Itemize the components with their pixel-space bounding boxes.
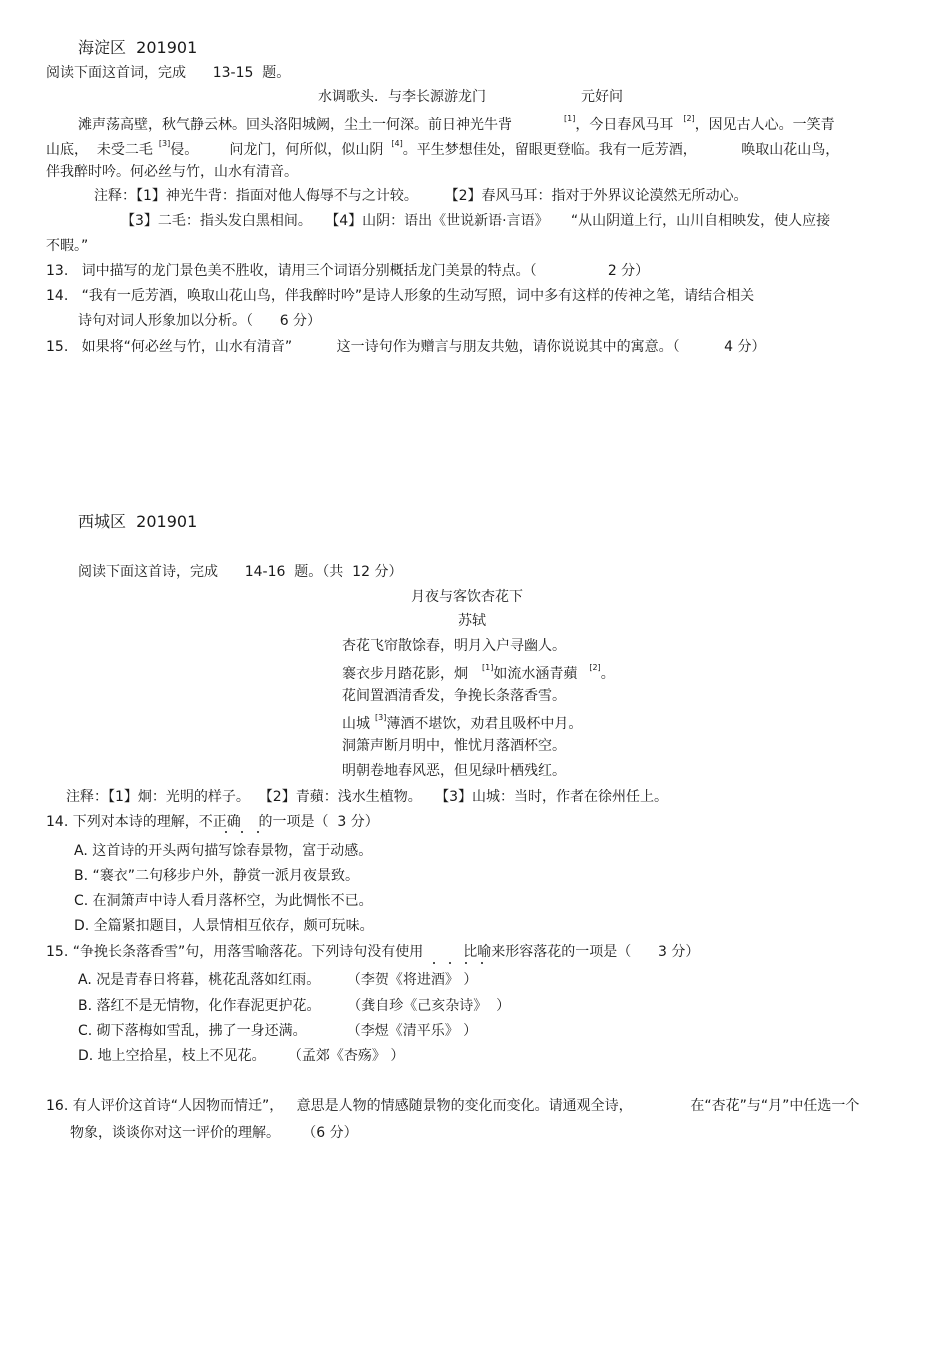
footnote: 【3】二毛：指头发白黑相间。 【4】山阴：语出《世说新语·言语》 “从山阴道上行，山川自相映发，使人应接	[121, 213, 831, 229]
emphasis-dot	[225, 831, 227, 833]
emphasis-dot	[241, 831, 243, 833]
option-c: C. 砌下落梅如雪乱，拂了一身还满。 （李煜《清平乐》 ）	[78, 1023, 478, 1039]
footnote-ref: [1]	[564, 114, 576, 123]
poem-title: 水调歌头．与李长源游龙门	[318, 89, 486, 105]
question-16-cont: 物象，谈谈你对这一评价的理解。 （6 分）	[70, 1125, 358, 1141]
footnote-ref: [3]	[158, 139, 171, 148]
option-a: A. 这首诗的开头两句描写馀春景物，富于动感。	[74, 843, 373, 859]
footnote: 注释：【1】炯：光明的样子。 【2】青蘋：浅水生植物。 【3】山城：当时，作者在徐州任上。	[66, 789, 668, 805]
footnote-ref: [4]	[391, 139, 403, 148]
footnote-ref: [2]	[589, 663, 601, 672]
option-a: A. 况是青春日将暮，桃花乱落如红雨。 （李贺《将进酒》 ）	[78, 972, 478, 988]
question-14: 14. “我有一卮芳酒，唤取山花山鸟，伴我醉时吟”是诗人形象的生动写照，词中多有这样的传神之笔，请结合相关	[46, 288, 755, 304]
poem-line: 明朝卷地春风恶，但见绿叶栖残红。	[342, 763, 566, 779]
question-15: 15. “争挽长条落香雪”句，用落雪喻落花。下列诗句没有使用 比喻来形容落花的一项是（ 3 分）	[46, 944, 700, 960]
emphasis-dot	[465, 962, 467, 964]
poem-line: 滩声荡高壁，秋气静云林。回头洛阳城阙，尘土一何深。前日神光牛背 [1]，今日春风马耳 [2]，因见古人心。一笑青	[78, 114, 835, 133]
poem-line: 杏花飞帘散馀春，明月入户寻幽人。	[342, 638, 566, 654]
option-c: C. 在洞箫声中诗人看月落杯空，为此惆怅不已。	[74, 893, 373, 909]
footnote-ref: [3]	[375, 713, 387, 722]
question-14-cont: 诗句对词人形象加以分析。（ 6 分）	[78, 313, 322, 329]
option-b: B. “褰衣”二句移步户外，静赏一派月夜景致。	[74, 868, 360, 884]
poem-author: 苏轼	[458, 613, 486, 629]
poem-author: 元好问	[581, 89, 623, 105]
instruction: 阅读下面这首词，完成 13-15 题。	[46, 65, 291, 81]
question-14: 14. 下列对本诗的理解，不正确 的一项是（ 3 分）	[46, 814, 379, 830]
poem-line: 褰衣步月踏花影，炯 [1]如流水涵青蘋 [2]。	[342, 663, 615, 682]
footnote-ref: [1]	[482, 663, 494, 672]
question-15: 15. 如果将“何必丝与竹，山水有清音” 这一诗句作为赠言与朋友共勉，请你说说其中的寓意。（ 4 分）	[46, 339, 766, 355]
poem-line: 洞箫声断月明中，惟忧月落酒杯空。	[342, 738, 566, 754]
footnote-ref: [2]	[683, 114, 695, 123]
section-title-xicheng: 西城区 201901	[78, 512, 198, 531]
question-13: 13. 词中描写的龙门景色美不胜收，请用三个词语分别概括龙门美景的特点。（ 2 分）	[46, 263, 650, 279]
emphasis-dot	[449, 962, 451, 964]
footnote: 不暇。”	[46, 238, 89, 254]
option-d: D. 全篇紧扣题目，人景情相互依存，颇可玩味。	[74, 918, 374, 934]
footnote: 注释：【1】神光牛背：指面对他人侮辱不与之计较。 【2】春风马耳：指对于外界议论漠然无所动心。	[94, 188, 748, 204]
poem-line: 山城 [3]薄酒不堪饮，劝君且吸杯中月。	[342, 713, 583, 732]
poem-line: 山底， 未受二毛 [3]侵。 问龙门，何所似，似山阴 [4]。平生梦想佳处，留眼更登临。我有一卮芳酒， 唤取山花山鸟，	[46, 139, 840, 158]
section-title-haidian: 海淀区 201901	[78, 38, 198, 57]
instruction: 阅读下面这首诗，完成 14-16 题。（共 12 分）	[78, 564, 403, 580]
emphasis-dot	[481, 962, 483, 964]
question-16: 16. 有人评价这首诗“人因物而情迁”， 意思是人物的情感随景物的变化而变化。请通观全诗， 在“杏花”与“月”中任选一个	[46, 1098, 860, 1114]
poem-title: 月夜与客饮杏花下	[411, 589, 523, 605]
emphasis-dot	[257, 831, 259, 833]
emphasis-dot	[433, 962, 435, 964]
option-b: B. 落红不是无情物，化作春泥更护花。 （龚自珍《己亥杂诗》 ）	[78, 998, 511, 1014]
option-d: D. 地上空拾星，枝上不见花。 （孟郊《杏殇》 ）	[78, 1048, 405, 1064]
poem-line: 伴我醉时吟。何必丝与竹，山水有清音。	[46, 164, 298, 180]
poem-line: 花间置酒清香发，争挽长条落香雪。	[342, 688, 566, 704]
